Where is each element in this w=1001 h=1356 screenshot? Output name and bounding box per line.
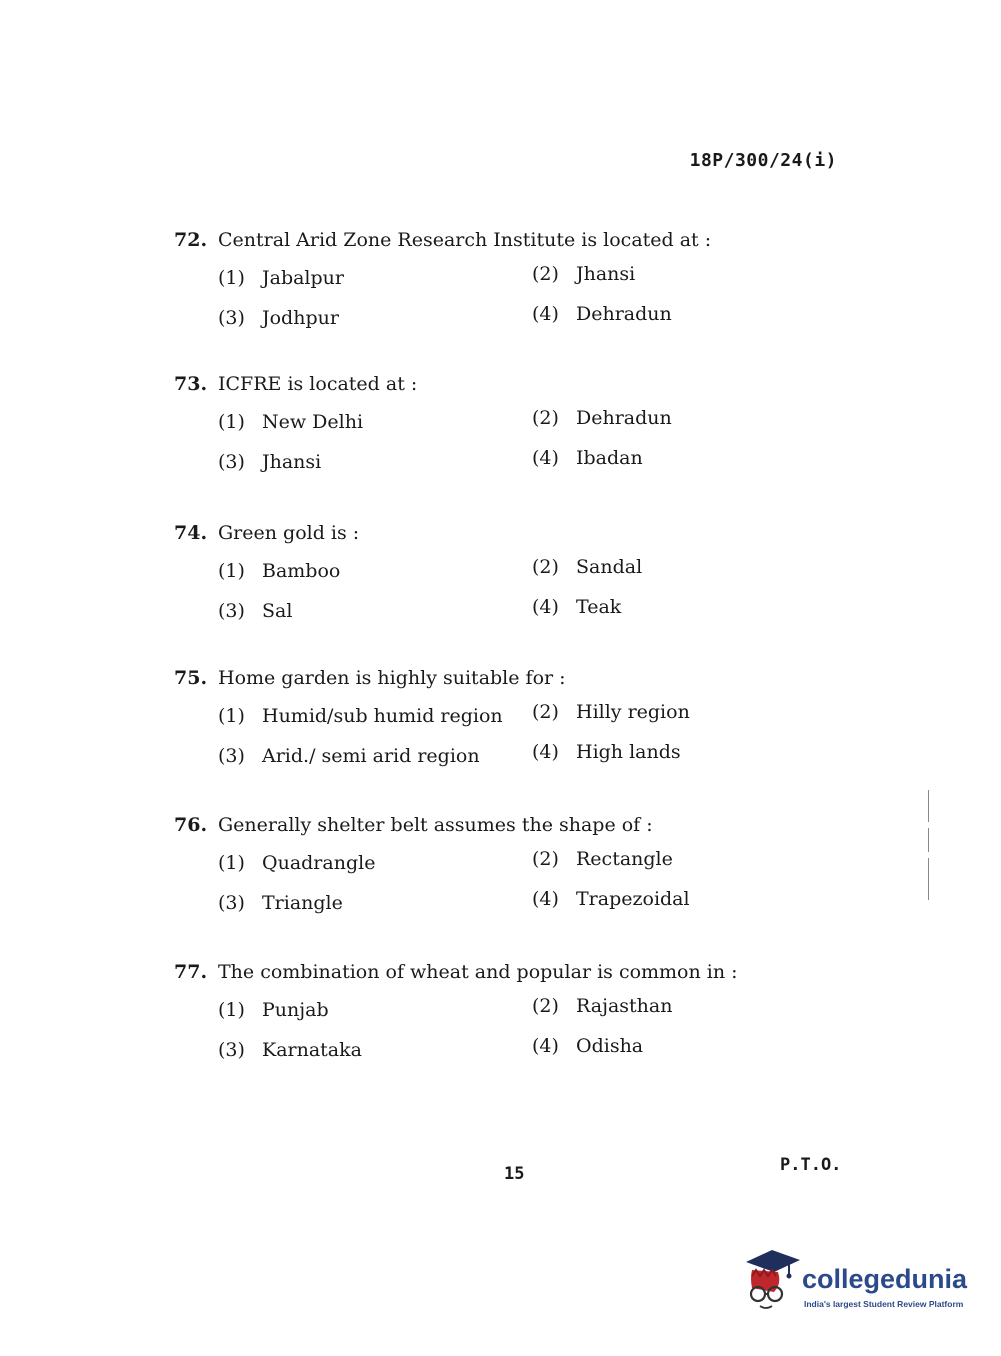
pto-label: P.T.O. [780, 1155, 842, 1175]
brand-name: collegedunia [802, 1264, 968, 1294]
option-2: (2) Rajasthan [532, 995, 673, 1017]
scan-margin-mark [928, 790, 929, 822]
option-1: (1) Jabalpur [218, 267, 344, 289]
option-3: (3) Triangle [218, 892, 343, 914]
question-number: 77. [174, 961, 208, 983]
option-4: (4) Odisha [532, 1035, 644, 1057]
option-4: (4) Ibadan [532, 447, 643, 469]
option-1: (1) Humid/sub humid region [218, 705, 503, 727]
question-76 [174, 810, 794, 932]
option-1: (1) Punjab [218, 999, 329, 1021]
option-4: (4) Dehradun [532, 303, 672, 325]
option-3: (3) Karnataka [218, 1039, 362, 1061]
brand-tagline: India's largest Student Review Platform [804, 1299, 964, 1309]
option-3: (3) Arid./ semi arid region [218, 745, 480, 767]
question-75 [174, 663, 794, 785]
option-4: (4) Trapezoidal [532, 888, 690, 910]
question-number: 73. [174, 373, 208, 395]
question-number: 74. [174, 522, 208, 544]
option-4: (4) Teak [532, 596, 622, 618]
option-1: (1) Bamboo [218, 560, 341, 582]
page-number: 15 [504, 1164, 525, 1184]
question-text: Home garden is highly suitable for : [218, 667, 566, 689]
question-73 [174, 369, 794, 491]
option-3: (3) Jhansi [218, 451, 322, 473]
question-text: Central Arid Zone Research Institute is located at : [218, 229, 712, 251]
question-77 [174, 957, 794, 1079]
option-4: (4) High lands [532, 741, 681, 763]
option-2: (2) Rectangle [532, 848, 673, 870]
mascot-icon [742, 1248, 804, 1314]
option-1: (1) Quadrangle [218, 852, 376, 874]
scan-margin-mark [928, 858, 929, 900]
question-72 [174, 225, 794, 347]
option-2: (2) Jhansi [532, 263, 636, 285]
option-2: (2) Hilly region [532, 701, 690, 723]
option-2: (2) Sandal [532, 556, 643, 578]
option-3: (3) Sal [218, 600, 293, 622]
question-text: Generally shelter belt assumes the shape of : [218, 814, 653, 836]
scan-margin-mark [928, 828, 929, 852]
option-2: (2) Dehradun [532, 407, 672, 429]
question-number: 76. [174, 814, 208, 836]
question-number: 72. [174, 229, 208, 251]
question-text: The combination of wheat and popular is common in : [218, 961, 738, 983]
question-number: 75. [174, 667, 208, 689]
question-text: Green gold is : [218, 522, 360, 544]
option-3: (3) Jodhpur [218, 307, 339, 329]
question-74 [174, 518, 794, 640]
paper-code: 18P/300/24(i) [689, 150, 837, 171]
question-text: ICFRE is located at : [218, 373, 418, 395]
option-1: (1) New Delhi [218, 411, 364, 433]
collegedunia-logo [742, 1248, 972, 1318]
